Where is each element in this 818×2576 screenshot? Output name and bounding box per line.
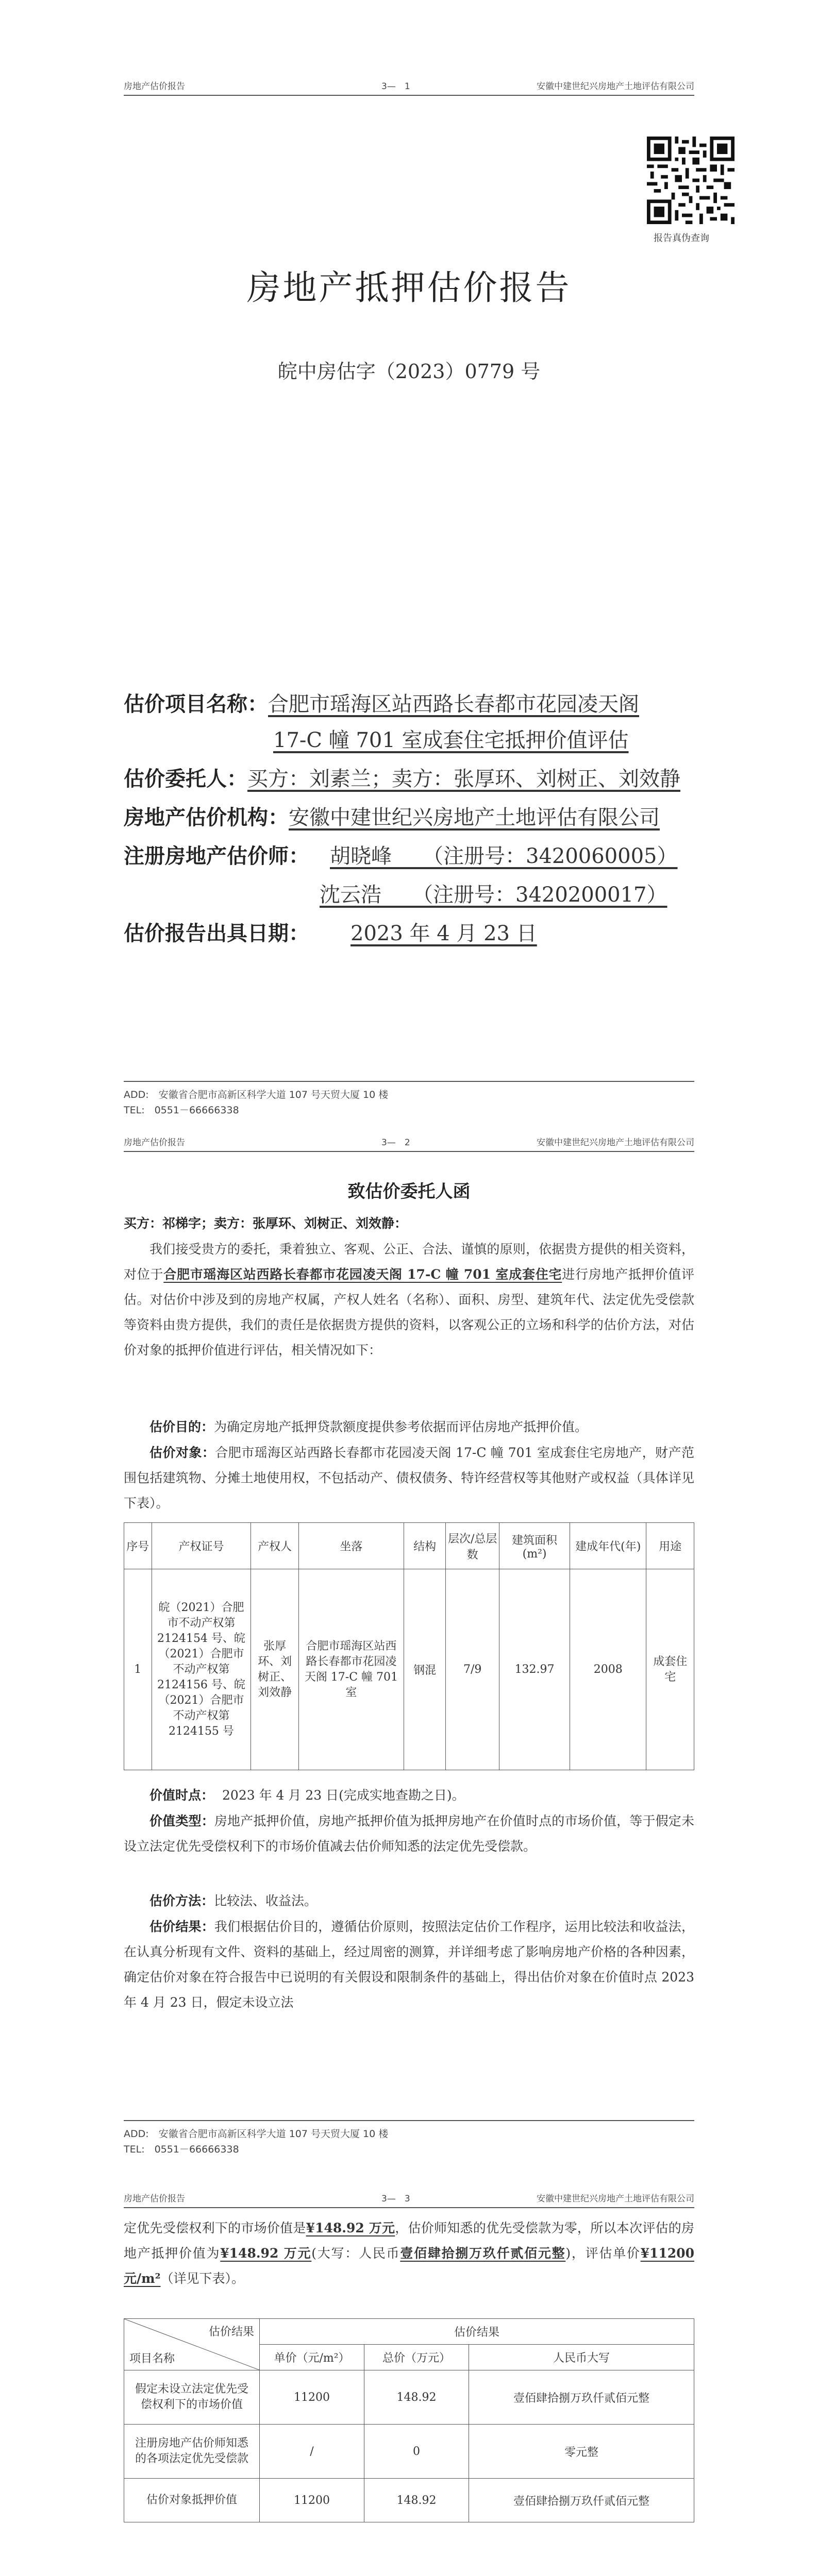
th-index: 序号 xyxy=(124,1523,152,1569)
project-label: 估价项目名称： xyxy=(124,692,268,716)
date-value: 2023 年 4 月 23 日 xyxy=(350,922,537,945)
unit-price: ¥11200 元/m² xyxy=(124,2246,694,2286)
th-structure: 结构 xyxy=(404,1523,445,1569)
cell-location: 合肥市瑶海区站西路长春都市花园凌天阁 17-C 幢 701 室 xyxy=(298,1569,404,1770)
th-location: 坐落 xyxy=(298,1523,404,1569)
letter-page xyxy=(0,1133,818,2190)
cell-use: 成套住宅 xyxy=(646,1569,694,1770)
th-result: 估价结果 xyxy=(260,2319,694,2345)
header-company: 安徽中建世纪兴房地产土地评估有限公司 xyxy=(537,2194,694,2204)
result-text-c: ，估价师知悉的优先受偿款为零，所以本次评估的房地产抵押价值为 xyxy=(124,2221,694,2261)
project-name-row-2 xyxy=(273,726,629,754)
table-row xyxy=(124,2425,694,2479)
cell-floor: 7/9 xyxy=(446,1569,499,1770)
th-result-corner: 估价结果 xyxy=(208,2326,254,2338)
market-value: ¥148.92 万元 xyxy=(306,2221,395,2235)
header-left: 房地产估价报告 xyxy=(124,1138,185,1148)
intro-text-a: 我们接受贵方的委托，秉着独立、客观、公正、合法、谨慎的原则，依据贵方提供的相关资料，对位于 xyxy=(124,1242,694,1282)
date-label: 估价报告出具日期： xyxy=(124,921,309,945)
result-text: 我们根据估价目的，遵循估价原则，按照法定估价工作程序，运用比较法和收益法，在认真分析现有文件、资料的基础上，经过周密的测算，并详细考虑了影响房地产价格的各种因素，确定估价对象在符合报告中已说明的有关假设和限制条件的基础上，得出估价对象在价值时点 2023 年 4 月 23 日，假定未设立法 xyxy=(124,1919,694,2010)
value-date-label: 价值时点： xyxy=(149,1788,214,1803)
value-type-label: 价值类型： xyxy=(149,1814,214,1828)
row-total: 148.92 xyxy=(364,2370,469,2425)
cell-cert: 皖（2021）合肥市不动产权第2124154 号、皖（2021）合肥市不动产权第2124156 号、皖（2021）合肥市不动产权第2124155 号 xyxy=(152,1569,251,1770)
th-floor: 层次/总层数 xyxy=(446,1523,499,1569)
row-item: 假定未设立法定优先受偿权利下的市场价值 xyxy=(124,2370,260,2425)
value-in-words: 壹佰肆拾捌万玖仟贰佰元整 xyxy=(400,2246,566,2261)
th-owner: 产权人 xyxy=(251,1523,299,1569)
value-type-text: 房地产抵押价值，房地产抵押价值为抵押房地产在价值时点的市场价值，等于假定未设立法定优先受偿权利下的市场价值减去估价师知悉的法定优先受偿款。 xyxy=(124,1814,694,1854)
result-page xyxy=(0,2190,818,2576)
purpose-para xyxy=(124,1414,694,1439)
th-total: 总价（万元） xyxy=(364,2345,469,2370)
row-upper: 零元整 xyxy=(469,2425,694,2479)
table-row xyxy=(124,2370,694,2425)
method-text: 比较法、收益法。 xyxy=(214,1893,318,1908)
page-footer xyxy=(124,2120,694,2157)
row-item: 估价对象抵押价值 xyxy=(124,2479,260,2522)
result-continued-para xyxy=(124,2215,694,2291)
project-name-row xyxy=(124,690,639,718)
purpose-text: 为确定房地产抵押贷款额度提供参考依据而评估房地产抵押价值。 xyxy=(214,1419,588,1434)
letter-title: 致估价委托人函 xyxy=(347,1181,471,1202)
purpose-label: 估价目的： xyxy=(149,1419,214,1434)
result-text-a: 定优先受偿权利下的市场价值是 xyxy=(124,2221,306,2235)
appraiser-row xyxy=(124,842,678,870)
document-number: 皖中房估字（2023）0779 号 xyxy=(277,360,541,383)
header-page-number: 3— 2 xyxy=(381,1138,410,1148)
footer-address: ADD: 安徽省合肥市高新区科学大道 107 号天贸大厦 10 楼 xyxy=(124,2128,389,2140)
object-para xyxy=(124,1440,694,1516)
mortgage-value: ¥148.92 万元 xyxy=(220,2246,312,2261)
row-unit: 11200 xyxy=(260,2479,364,2522)
result-text-i: （详见下表）。 xyxy=(160,2271,245,2286)
header-left: 房地产估价报告 xyxy=(124,81,185,92)
th-year: 建成年代(年) xyxy=(570,1523,646,1569)
result-text-e: (大写：人民币 xyxy=(311,2246,400,2261)
row-total: 148.92 xyxy=(364,2479,469,2522)
value-date-text: 2023 年 4 月 23 日(完成实地查勘之日)。 xyxy=(222,1788,465,1803)
header-page-number: 3— 1 xyxy=(381,81,410,92)
footer-address: ADD: 安徽省合肥市高新区科学大道 107 号天贸大厦 10 楼 xyxy=(124,1089,389,1100)
cover-page xyxy=(0,0,818,1116)
object-text: 合肥市瑶海区站西路长春都市花园凌天阁 17-C 幢 701 室成套住宅房地产，财产范围包括建筑物、分摊土地使用权，不包括动产、债权债务、特许经营权等其他财产或权益（具体详见下表）。 xyxy=(124,1445,694,1511)
row-upper: 壹佰肆拾捌万玖仟贰佰元整 xyxy=(469,2479,694,2522)
table-row xyxy=(124,1569,694,1770)
cell-area: 132.97 xyxy=(499,1569,570,1770)
qr-label: 报告真伪查询 xyxy=(654,233,709,244)
object-label: 估价对象： xyxy=(149,1445,215,1460)
th-use: 用途 xyxy=(646,1523,694,1569)
row-unit: / xyxy=(260,2425,364,2479)
header-company: 安徽中建世纪兴房地产土地评估有限公司 xyxy=(537,81,694,92)
qr-code-icon[interactable] xyxy=(647,137,734,224)
client-value: 买方：刘素兰；卖方：张厚环、刘树正、刘效静 xyxy=(247,767,680,791)
value-type-para xyxy=(124,1808,694,1859)
header-left: 房地产估价报告 xyxy=(124,2194,185,2204)
result-label: 估价结果： xyxy=(149,1919,214,1934)
project-value-line2: 17-C 幢 701 室成套住宅抵押价值评估 xyxy=(273,728,629,752)
client-label: 估价委托人： xyxy=(124,767,247,791)
page-header xyxy=(124,77,694,96)
th-unit: 单价（元/m²） xyxy=(260,2345,364,2370)
valuation-table xyxy=(124,2318,694,2522)
cell-owner: 张厚环、刘树正、刘效静 xyxy=(251,1569,299,1770)
agency-value: 安徽中建世纪兴房地产土地评估有限公司 xyxy=(289,806,660,829)
result-para xyxy=(124,1914,694,2015)
row-total: 0 xyxy=(364,2425,469,2479)
th-item-corner: 项目名称 xyxy=(129,2352,175,2365)
th-area: 建筑面积(m²) xyxy=(499,1523,570,1569)
report-title: 房地产抵押估价报告 xyxy=(246,268,572,308)
page-header xyxy=(124,1133,694,1152)
agency-row xyxy=(124,804,660,832)
appraiser-label: 注册房地产估价师： xyxy=(124,844,309,868)
footer-phone: TEL: 0551－66666338 xyxy=(124,2144,239,2155)
table-row xyxy=(124,2479,694,2522)
client-row xyxy=(124,765,680,793)
project-value-line1: 合肥市瑶海区站西路长春都市花园凌天阁 xyxy=(268,692,639,716)
appraiser-2: 沈云浩 （注册号：3420200017） xyxy=(320,883,667,907)
footer-phone: TEL: 0551－66666338 xyxy=(124,1105,239,1116)
cell-index: 1 xyxy=(124,1569,152,1770)
cell-year: 2008 xyxy=(570,1569,646,1770)
value-date-para xyxy=(124,1783,694,1808)
appraiser-row-2 xyxy=(320,881,667,909)
page-header xyxy=(124,2190,694,2208)
row-upper: 壹佰肆拾捌万玖仟贰佰元整 xyxy=(469,2370,694,2425)
letter-recipient xyxy=(124,1211,694,1236)
header-page-number: 3— 3 xyxy=(381,2194,410,2204)
row-item: 注册房地产估价师知悉的各项法定优先受偿款 xyxy=(124,2425,260,2479)
recipient-text: 买方：祁梯字；卖方：张厚环、刘树正、刘效静： xyxy=(124,1216,408,1231)
page-footer xyxy=(124,1081,694,1118)
intro-text-c: 进行房地产抵押价值评估。对估价中涉及到的房地产权属，产权人姓名（名称）、面积、房型、建筑年代、法定优先受偿款等资料由贵方提供，我们的责任是依据贵方提供的资料，以客观公正的立场和科学的估价方法，对估价对象的抵押价值进行评估，相关情况如下： xyxy=(124,1267,694,1358)
result-text-g: )，评估单价 xyxy=(565,2246,641,2261)
appraiser-1: 胡晓峰 （注册号：3420060005） xyxy=(330,844,678,868)
letter-intro xyxy=(124,1236,694,1363)
property-table-header xyxy=(124,1523,694,1569)
property-table xyxy=(124,1522,694,1770)
method-label: 估价方法： xyxy=(149,1893,214,1908)
intro-property: 合肥市瑶海区站西路长春都市花园凌天阁 17-C 幢 701 室成套住宅 xyxy=(163,1267,562,1282)
row-unit: 11200 xyxy=(260,2370,364,2425)
method-para xyxy=(124,1888,694,1913)
th-item xyxy=(124,2319,260,2370)
cell-structure: 钢混 xyxy=(404,1569,445,1770)
th-upper: 人民币大写 xyxy=(469,2345,694,2370)
th-cert: 产权证号 xyxy=(152,1523,251,1569)
header-company: 安徽中建世纪兴房地产土地评估有限公司 xyxy=(537,1138,694,1148)
agency-label: 房地产估价机构： xyxy=(124,805,289,829)
valuation-table-header-1 xyxy=(124,2319,694,2345)
date-row xyxy=(124,920,537,947)
